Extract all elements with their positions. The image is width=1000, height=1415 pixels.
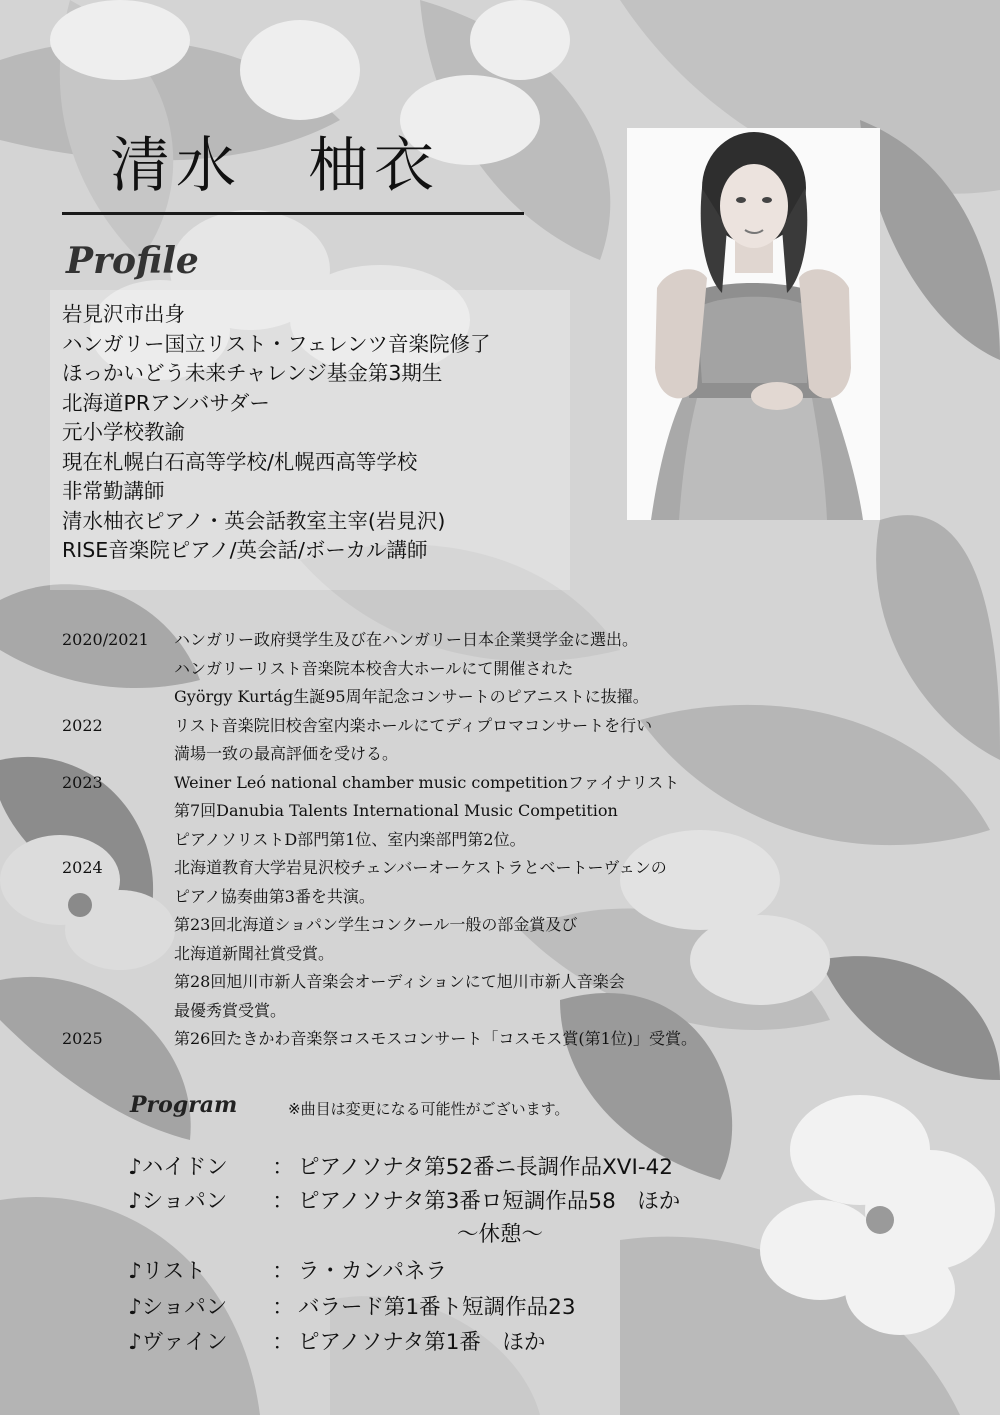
program-piece: ラ・カンパネラ [298,1259,447,1284]
profile-line: ほっかいどう未来チャレンジ基金第3期生 [62,361,443,385]
program-colon: ： [272,1259,294,1284]
timeline-text: リスト音楽院旧校舎室内楽ホールにてディプロマコンサートを行い [174,715,653,735]
profile-line: 岩見沢市出身 [62,302,185,326]
program-composer: ♪ヴァイン [128,1330,228,1355]
program-colon: ： [272,1189,294,1214]
program-item [128,1290,576,1321]
timeline-entry [62,769,922,855]
program-piece: ピアノソナタ第3番ロ短調作品58 ほか [298,1189,681,1214]
program-heading: Program [130,1092,238,1118]
program-piece: ピアノソナタ第1番 ほか [298,1330,546,1355]
timeline-entry [62,626,922,712]
performer-name: 清水 柚衣 [110,131,440,201]
program-composer: ♪リスト [128,1259,206,1284]
program-colon: ： [272,1155,294,1180]
timeline-text: 最優秀賞受賞。 [174,1000,287,1020]
timeline-entry [62,1025,922,1054]
timeline-text: ピアノソリストD部門第1位、室内楽部門第2位。 [174,829,526,849]
timeline-text: Weiner Leó national chamber music competitionファイナリスト [174,772,680,792]
timeline-text: 第28回旭川市新人音楽会オーディションにて旭川市新人音楽会 [174,972,625,991]
profile-list [62,300,491,566]
timeline-text: ハンガリーリスト音楽院本校舎大ホールにて開催された [174,658,574,678]
program-note: ※曲目は変更になる可能性がございます。 [288,1100,570,1118]
profile-line: ハンガリー国立リスト・フェレンツ音楽院修了 [62,331,491,356]
profile-line: RISE音楽院ピアノ/英会話/ボーカル講師 [62,538,428,562]
profile-line: 元小学校教諭 [62,420,185,444]
program-colon: ： [272,1330,294,1355]
program-colon: ： [272,1295,294,1320]
timeline-text: 満場一致の最高評価を受ける。 [174,744,399,763]
profile-line: 非常勤講師 [62,479,165,503]
timeline-year: 2025 [62,1029,103,1048]
timeline-year: 2020/2021 [62,630,149,649]
timeline-year: 2024 [62,858,103,877]
program-composer: ♪ショパン [128,1295,228,1320]
timeline-text: 第7回Danubia Talents International Music Competition [174,801,618,820]
timeline-text: 第23回北海道ショパン学生コンクール一般の部金賞及び [174,915,578,934]
program-piece: ピアノソナタ第52番ニ長調作品XVI-42 [298,1155,673,1180]
timeline-year: 2023 [62,772,103,792]
timeline-text: ハンガリー政府奨学生及び在ハンガリー日本企業奨学金に選出。 [174,630,639,649]
program-piece: バラード第1番ト短調作品23 [298,1295,576,1320]
title-underline [62,212,524,215]
timeline-text: György Kurtág生誕95周年記念コンサートのピアニストに抜擢。 [174,687,649,706]
program-item [128,1325,545,1356]
performer-portrait-photo [627,128,880,520]
program-composer: ♪ショパン [128,1189,228,1214]
profile-line: 清水柚衣ピアノ・英会話教室主宰(岩見沢) [62,508,446,533]
profile-heading: Profile [66,240,199,282]
timeline-entry [62,854,922,1025]
timeline-year: 2022 [62,715,103,735]
intermission-label: 〜休憩〜 [456,1222,543,1247]
program-item [128,1254,447,1285]
career-timeline [62,626,922,1054]
timeline-text: ピアノ協奏曲第3番を共演。 [174,886,375,906]
program-composer: ♪ハイドン [128,1155,228,1180]
timeline-entry [62,712,922,769]
timeline-text: 北海道教育大学岩見沢校チェンバーオーケストラとベートーヴェンの [174,858,667,877]
profile-line: 北海道PRアンバサダー [62,390,270,415]
timeline-text: 第26回たきかわ音楽祭コスモスコンサート「コスモス賞(第1位)」受賞。 [174,1029,698,1048]
program-item [128,1150,673,1181]
timeline-text: 北海道新聞社賞受賞。 [174,943,335,963]
profile-line: 現在札幌白石高等学校/札幌西高等学校 [62,449,418,474]
program-item [128,1184,680,1215]
